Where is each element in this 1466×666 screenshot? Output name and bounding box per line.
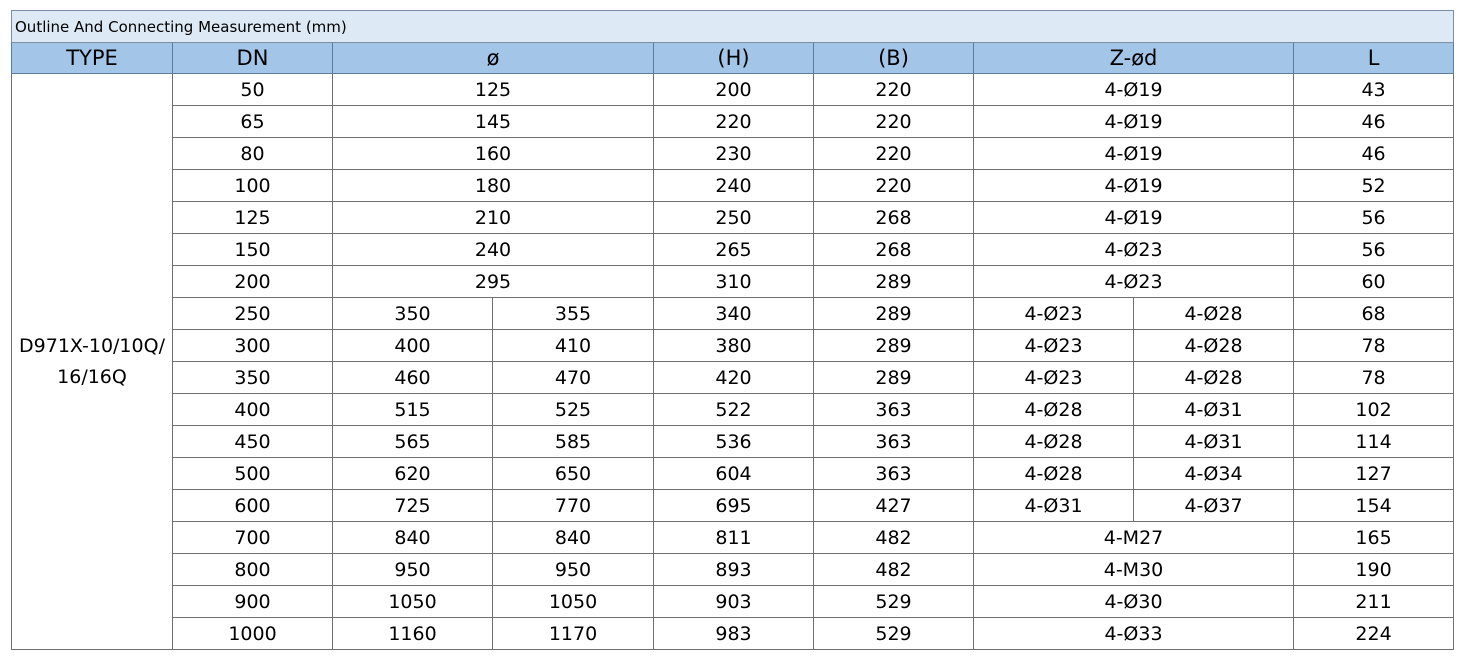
cell-dn: 800 bbox=[173, 554, 333, 586]
table-row bbox=[12, 298, 1454, 330]
cell-h: 240 bbox=[654, 170, 814, 202]
cell-l: 102 bbox=[1294, 394, 1454, 426]
cell-zd-1: 4-Ø23 bbox=[974, 298, 1134, 330]
cell-zd-1: 4-Ø23 bbox=[974, 330, 1134, 362]
cell-b: 220 bbox=[814, 74, 974, 106]
table-row bbox=[12, 618, 1454, 650]
cell-dn: 450 bbox=[173, 426, 333, 458]
cell-l: 78 bbox=[1294, 330, 1454, 362]
cell-dn: 500 bbox=[173, 458, 333, 490]
cell-phi-2: 840 bbox=[493, 522, 654, 554]
cell-h: 220 bbox=[654, 106, 814, 138]
cell-b: 268 bbox=[814, 234, 974, 266]
measurement-table-container bbox=[11, 10, 1453, 650]
table-row bbox=[12, 362, 1454, 394]
cell-zd: 4-Ø19 bbox=[974, 170, 1294, 202]
cell-b: 268 bbox=[814, 202, 974, 234]
cell-dn: 400 bbox=[173, 394, 333, 426]
table-row bbox=[12, 138, 1454, 170]
cell-b: 363 bbox=[814, 458, 974, 490]
cell-zd-2: 4-Ø28 bbox=[1134, 298, 1294, 330]
cell-h: 695 bbox=[654, 490, 814, 522]
table-row bbox=[12, 458, 1454, 490]
cell-l: 68 bbox=[1294, 298, 1454, 330]
cell-h: 604 bbox=[654, 458, 814, 490]
cell-phi: 295 bbox=[333, 266, 654, 298]
cell-dn: 150 bbox=[173, 234, 333, 266]
cell-dn: 1000 bbox=[173, 618, 333, 650]
type-cell: D971X-10/10Q/16/16Q bbox=[12, 74, 173, 650]
cell-phi-1: 1160 bbox=[333, 618, 493, 650]
cell-phi-1: 1050 bbox=[333, 586, 493, 618]
cell-l: 60 bbox=[1294, 266, 1454, 298]
cell-l: 56 bbox=[1294, 202, 1454, 234]
cell-l: 190 bbox=[1294, 554, 1454, 586]
cell-b: 363 bbox=[814, 394, 974, 426]
cell-phi: 160 bbox=[333, 138, 654, 170]
table-caption: Outline And Connecting Measurement (mm) bbox=[12, 11, 1454, 43]
table-row bbox=[12, 394, 1454, 426]
cell-h: 310 bbox=[654, 266, 814, 298]
cell-dn: 350 bbox=[173, 362, 333, 394]
cell-b: 529 bbox=[814, 586, 974, 618]
cell-h: 340 bbox=[654, 298, 814, 330]
header-row bbox=[12, 43, 1454, 74]
cell-dn: 100 bbox=[173, 170, 333, 202]
cell-l: 114 bbox=[1294, 426, 1454, 458]
cell-h: 420 bbox=[654, 362, 814, 394]
cell-l: 127 bbox=[1294, 458, 1454, 490]
cell-dn: 300 bbox=[173, 330, 333, 362]
cell-zd: 4-Ø23 bbox=[974, 234, 1294, 266]
cell-zd-2: 4-Ø31 bbox=[1134, 394, 1294, 426]
cell-phi-2: 470 bbox=[493, 362, 654, 394]
cell-zd: 4-Ø19 bbox=[974, 202, 1294, 234]
cell-l: 211 bbox=[1294, 586, 1454, 618]
cell-phi: 240 bbox=[333, 234, 654, 266]
cell-phi-1: 565 bbox=[333, 426, 493, 458]
header-dn: DN bbox=[173, 43, 333, 74]
table-row bbox=[12, 106, 1454, 138]
cell-zd: 4-Ø30 bbox=[974, 586, 1294, 618]
cell-l: 46 bbox=[1294, 138, 1454, 170]
cell-phi: 145 bbox=[333, 106, 654, 138]
cell-dn: 250 bbox=[173, 298, 333, 330]
cell-phi-1: 950 bbox=[333, 554, 493, 586]
header-type: TYPE bbox=[12, 43, 173, 74]
table-row bbox=[12, 586, 1454, 618]
cell-h: 250 bbox=[654, 202, 814, 234]
table-body bbox=[12, 11, 1454, 650]
cell-h: 903 bbox=[654, 586, 814, 618]
table-row bbox=[12, 170, 1454, 202]
cell-dn: 80 bbox=[173, 138, 333, 170]
cell-dn: 700 bbox=[173, 522, 333, 554]
table-row bbox=[12, 74, 1454, 106]
cell-phi-1: 400 bbox=[333, 330, 493, 362]
cell-h: 380 bbox=[654, 330, 814, 362]
cell-b: 529 bbox=[814, 618, 974, 650]
cell-phi-2: 410 bbox=[493, 330, 654, 362]
cell-phi-1: 840 bbox=[333, 522, 493, 554]
cell-dn: 65 bbox=[173, 106, 333, 138]
header-h: (H) bbox=[654, 43, 814, 74]
cell-dn: 600 bbox=[173, 490, 333, 522]
table-row bbox=[12, 330, 1454, 362]
cell-h: 893 bbox=[654, 554, 814, 586]
cell-h: 200 bbox=[654, 74, 814, 106]
cell-phi: 210 bbox=[333, 202, 654, 234]
cell-b: 220 bbox=[814, 106, 974, 138]
cell-l: 154 bbox=[1294, 490, 1454, 522]
table-row bbox=[12, 202, 1454, 234]
cell-zd: 4-M27 bbox=[974, 522, 1294, 554]
cell-phi-2: 1170 bbox=[493, 618, 654, 650]
caption-row bbox=[12, 11, 1454, 43]
cell-zd-1: 4-Ø31 bbox=[974, 490, 1134, 522]
cell-b: 220 bbox=[814, 170, 974, 202]
cell-phi-1: 725 bbox=[333, 490, 493, 522]
cell-zd-2: 4-Ø37 bbox=[1134, 490, 1294, 522]
cell-phi-2: 1050 bbox=[493, 586, 654, 618]
measurement-table bbox=[11, 10, 1454, 650]
cell-h: 811 bbox=[654, 522, 814, 554]
cell-phi-2: 650 bbox=[493, 458, 654, 490]
header-l: L bbox=[1294, 43, 1454, 74]
cell-phi-1: 350 bbox=[333, 298, 493, 330]
cell-zd: 4-Ø23 bbox=[974, 266, 1294, 298]
cell-l: 46 bbox=[1294, 106, 1454, 138]
cell-dn: 200 bbox=[173, 266, 333, 298]
cell-zd: 4-Ø19 bbox=[974, 74, 1294, 106]
cell-b: 363 bbox=[814, 426, 974, 458]
cell-dn: 50 bbox=[173, 74, 333, 106]
table-row bbox=[12, 426, 1454, 458]
cell-l: 52 bbox=[1294, 170, 1454, 202]
table-row bbox=[12, 266, 1454, 298]
cell-phi-1: 515 bbox=[333, 394, 493, 426]
cell-l: 78 bbox=[1294, 362, 1454, 394]
cell-phi-2: 355 bbox=[493, 298, 654, 330]
cell-zd-2: 4-Ø28 bbox=[1134, 362, 1294, 394]
cell-l: 56 bbox=[1294, 234, 1454, 266]
cell-zd-2: 4-Ø28 bbox=[1134, 330, 1294, 362]
cell-zd: 4-Ø19 bbox=[974, 106, 1294, 138]
cell-b: 289 bbox=[814, 362, 974, 394]
cell-zd-2: 4-Ø31 bbox=[1134, 426, 1294, 458]
cell-phi: 125 bbox=[333, 74, 654, 106]
cell-b: 427 bbox=[814, 490, 974, 522]
cell-dn: 900 bbox=[173, 586, 333, 618]
cell-phi-1: 460 bbox=[333, 362, 493, 394]
cell-phi-2: 585 bbox=[493, 426, 654, 458]
cell-phi-1: 620 bbox=[333, 458, 493, 490]
cell-zd-1: 4-Ø23 bbox=[974, 362, 1134, 394]
cell-b: 289 bbox=[814, 298, 974, 330]
cell-b: 220 bbox=[814, 138, 974, 170]
cell-b: 289 bbox=[814, 330, 974, 362]
cell-zd: 4-Ø19 bbox=[974, 138, 1294, 170]
header-zd: Z-ød bbox=[974, 43, 1294, 74]
cell-b: 482 bbox=[814, 554, 974, 586]
cell-zd-1: 4-Ø28 bbox=[974, 458, 1134, 490]
table-row bbox=[12, 234, 1454, 266]
header-b: (B) bbox=[814, 43, 974, 74]
cell-phi-2: 525 bbox=[493, 394, 654, 426]
cell-h: 265 bbox=[654, 234, 814, 266]
cell-h: 536 bbox=[654, 426, 814, 458]
cell-h: 522 bbox=[654, 394, 814, 426]
cell-phi-2: 950 bbox=[493, 554, 654, 586]
cell-l: 224 bbox=[1294, 618, 1454, 650]
cell-h: 983 bbox=[654, 618, 814, 650]
cell-l: 165 bbox=[1294, 522, 1454, 554]
cell-phi-2: 770 bbox=[493, 490, 654, 522]
cell-phi: 180 bbox=[333, 170, 654, 202]
cell-zd-1: 4-Ø28 bbox=[974, 394, 1134, 426]
cell-l: 43 bbox=[1294, 74, 1454, 106]
cell-zd-2: 4-Ø34 bbox=[1134, 458, 1294, 490]
cell-b: 482 bbox=[814, 522, 974, 554]
cell-h: 230 bbox=[654, 138, 814, 170]
cell-zd: 4-Ø33 bbox=[974, 618, 1294, 650]
cell-b: 289 bbox=[814, 266, 974, 298]
table-row bbox=[12, 490, 1454, 522]
cell-dn: 125 bbox=[173, 202, 333, 234]
cell-zd-1: 4-Ø28 bbox=[974, 426, 1134, 458]
cell-zd: 4-M30 bbox=[974, 554, 1294, 586]
table-row bbox=[12, 554, 1454, 586]
header-phi: ø bbox=[333, 43, 654, 74]
table-row bbox=[12, 522, 1454, 554]
